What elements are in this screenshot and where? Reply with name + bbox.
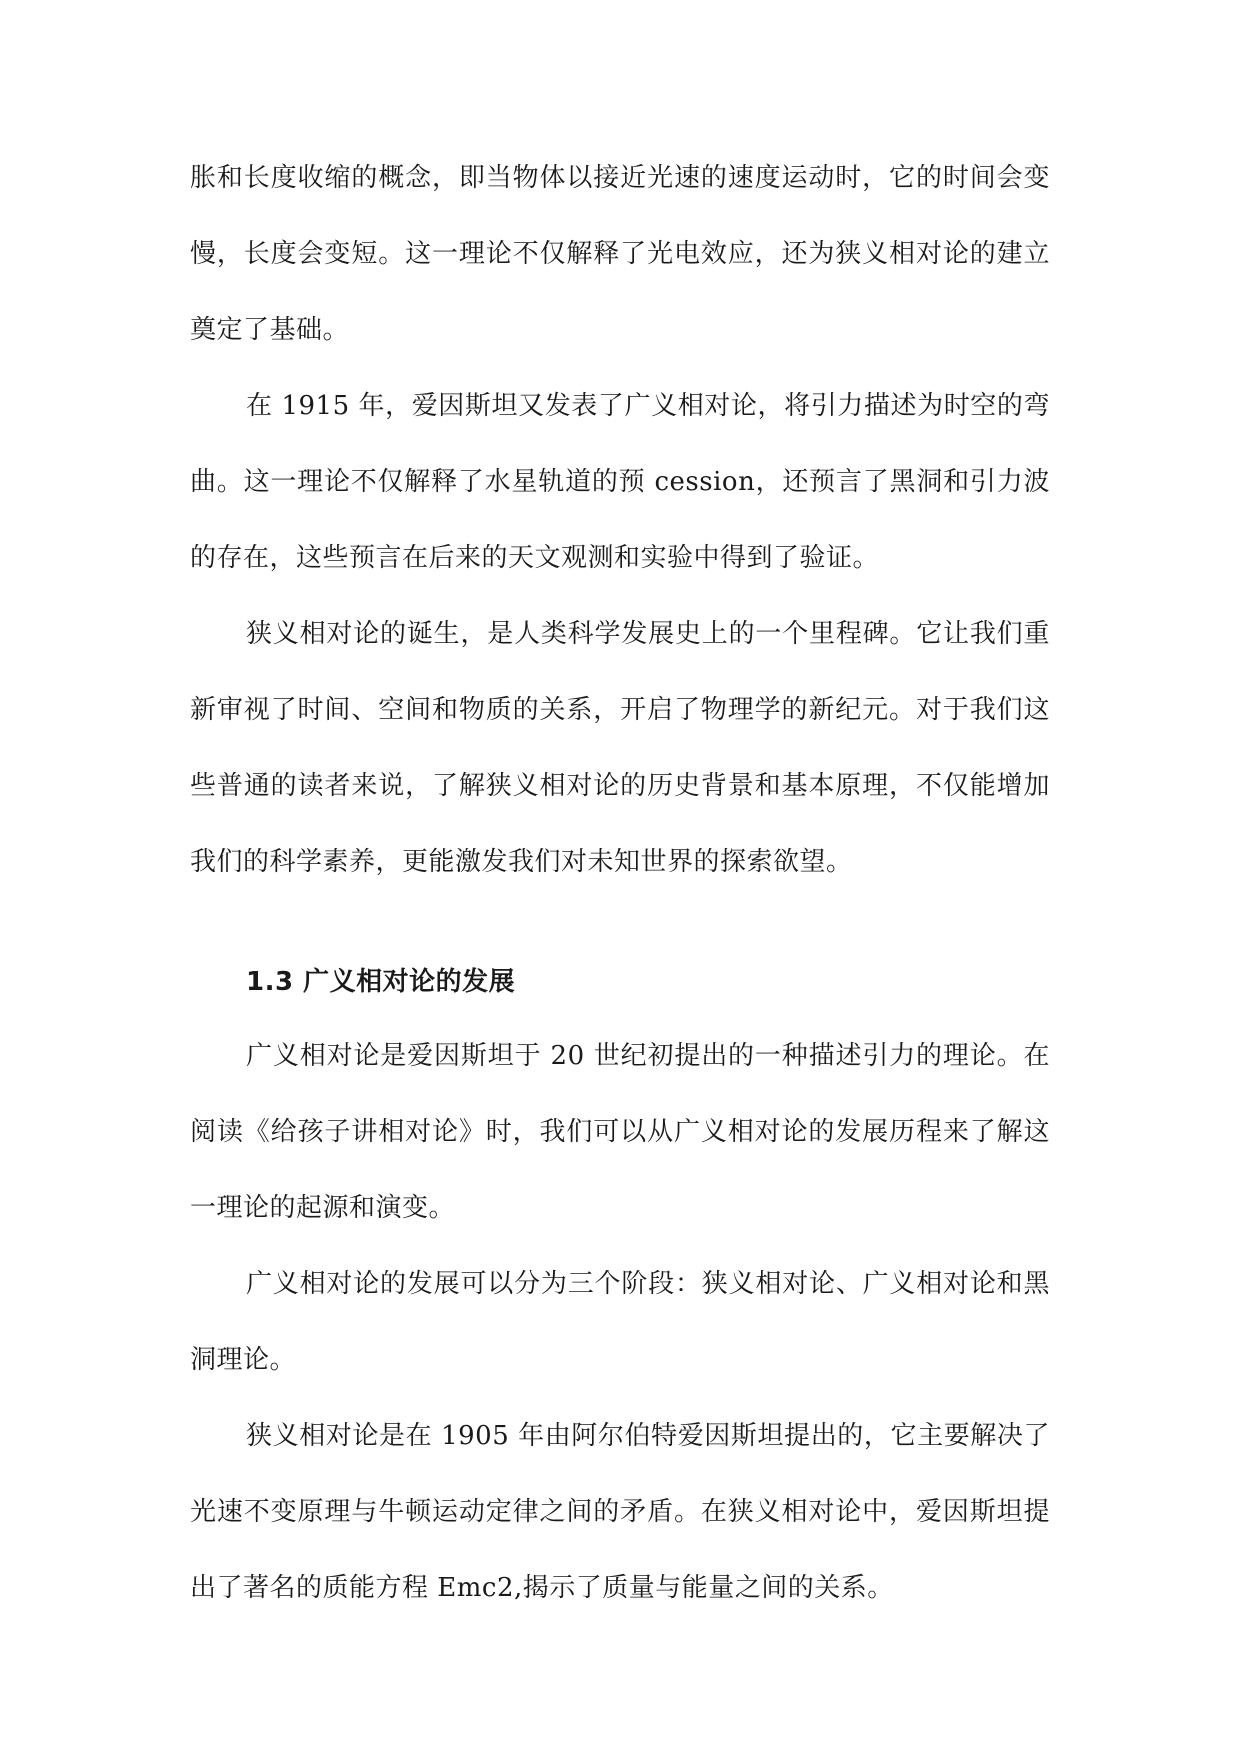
document-body	[190, 140, 1050, 1626]
paragraph: 胀和长度收缩的概念，即当物体以接近光速的速度运动时，它的时间会变慢，长度会变短。这一理论不仅解释了光电效应，还为狭义相对论的建立奠定了基础。	[190, 163, 1050, 345]
paragraph: 狭义相对论是在 1905 年由阿尔伯特爱因斯坦提出的，它主要解决了光速不变原理与牛顿运动定律之间的矛盾。在狭义相对论中，爱因斯坦提出了著名的质能方程 Emc2,揭示了质量与能量之间的关系。	[190, 1421, 1050, 1603]
paragraph: 广义相对论的发展可以分为三个阶段：狭义相对论、广义相对论和黑洞理论。	[190, 1269, 1050, 1375]
paragraph: 狭义相对论的诞生，是人类科学发展史上的一个里程碑。它让我们重新审视了时间、空间和物质的关系，开启了物理学的新纪元。对于我们这些普通的读者来说，了解狭义相对论的历史背景和基本原理，不仅能增加我们的科学素养，更能激发我们对未知世界的探索欲望。	[190, 619, 1050, 877]
paragraph: 广义相对论是爱因斯坦于 20 世纪初提出的一种描述引力的理论。在阅读《给孩子讲相对论》时，我们可以从广义相对论的发展历程来了解这一理论的起源和演变。	[190, 1041, 1050, 1223]
section-heading: 1.3 广义相对论的发展	[246, 967, 516, 997]
paragraph: 在 1915 年，爱因斯坦又发表了广义相对论，将引力描述为时空的弯曲。这一理论不仅解释了水星轨道的预 cession，还预言了黑洞和引力波的存在，这些预言在后来的天文观测和实验中得到了验证。	[190, 391, 1050, 573]
